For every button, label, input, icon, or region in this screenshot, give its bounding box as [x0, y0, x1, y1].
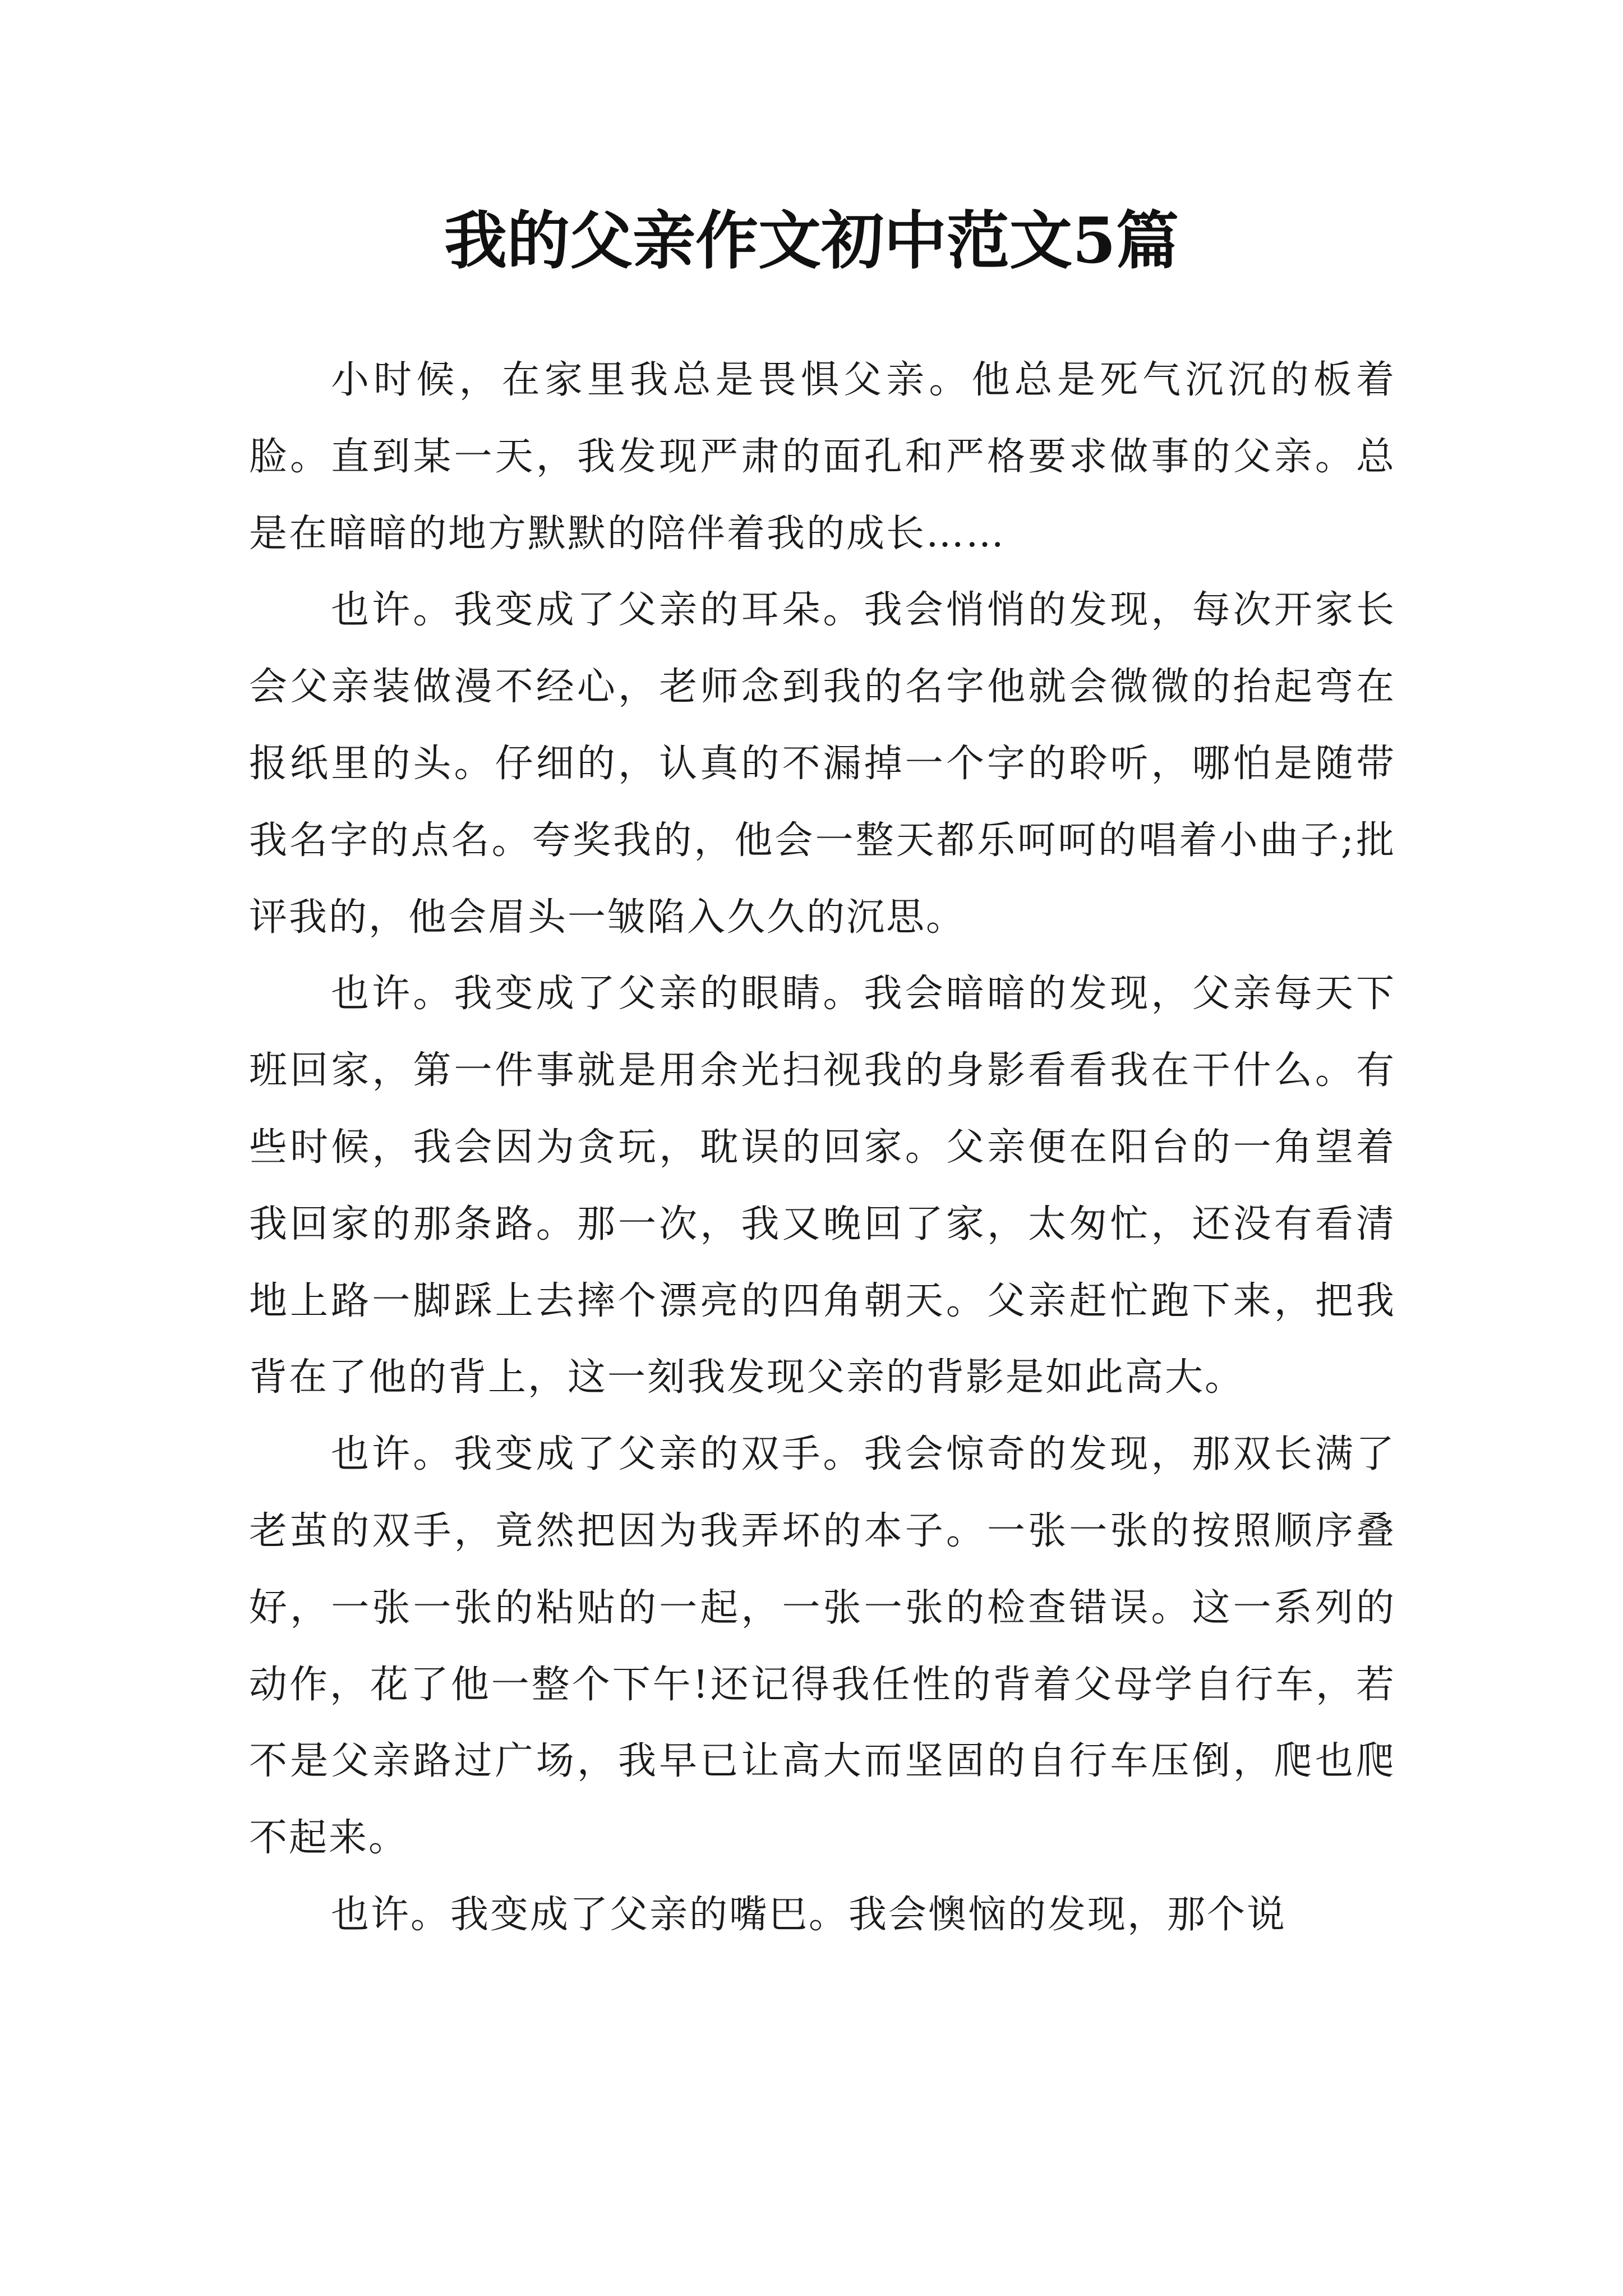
paragraph: 小时候，在家里我总是畏惧父亲。他总是死气沉沉的板着脸。直到某一天，我发现严肃的面孔和严格要求做事的父亲。总是在暗暗的地方默默的陪伴着我的成长……: [249, 358, 1396, 556]
document-body: [249, 342, 1396, 1954]
paragraph: 也许。我变成了父亲的双手。我会惊奇的发现，那双长满了老茧的双手，竟然把因为我弄坏的本子。一张一张的按照顺序叠好，一张一张的粘贴的一起，一张一张的检查错误。这一系列的动作，花了他一整个下午!还记得我任性的背着父母学自行车，若不是父亲路过广场，我早已让高大而坚固的自行车压倒，爬也爬不起来。: [249, 1432, 1396, 1861]
paragraph: 也许。我变成了父亲的耳朵。我会悄悄的发现，每次开家长会父亲装做漫不经心，老师念到我的名字他就会微微的抬起弯在报纸里的头。仔细的，认真的不漏掉一个字的聆听，哪怕是随带我名字的点名。夸奖我的，他会一整天都乐呵呵的唱着小曲子;批评我的，他会眉头一皱陷入久久的沉思。: [249, 588, 1396, 940]
document-title: 我的父亲作文初中范文5篇: [444, 204, 1179, 278]
paragraph: 也许。我变成了父亲的眼睛。我会暗暗的发现，父亲每天下班回家，第一件事就是用余光扫视我的身影看看我在干什么。有些时候，我会因为贪玩，耽误的回家。父亲便在阳台的一角望着我回家的那条路。那一次，我又晚回了家，太匆忙，还没有看清地上路一脚踩上去摔个漂亮的四角朝天。父亲赶忙跑下来，把我背在了他的背上，这一刻我发现父亲的背影是如此高大。: [249, 972, 1396, 1400]
paragraph: 也许。我变成了父亲的嘴巴。我会懊恼的发现，那个说: [331, 1892, 1287, 1937]
